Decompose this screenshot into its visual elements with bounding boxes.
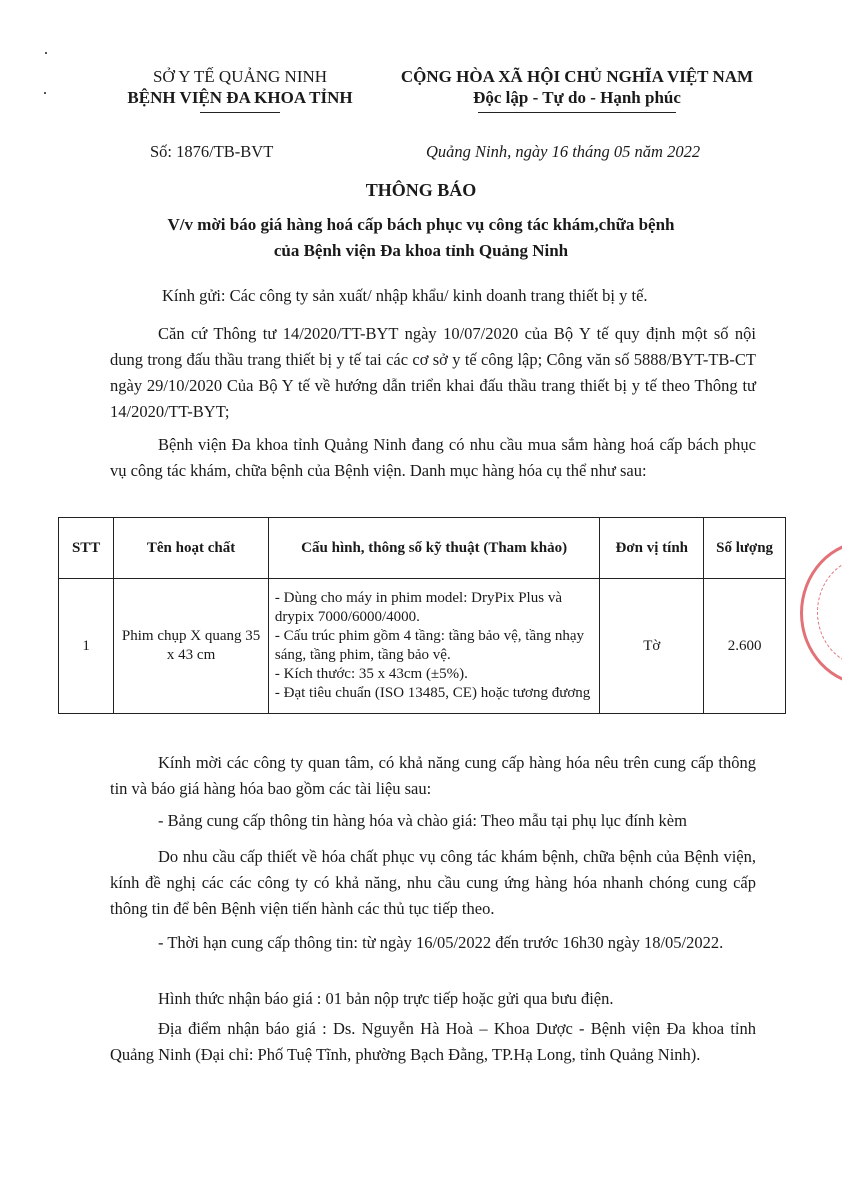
header-unit: Đơn vị tính <box>600 518 704 579</box>
scan-speck <box>45 52 47 54</box>
cell-unit: Tờ <box>600 579 704 714</box>
cell-name: Phim chụp X quang 35 x 43 cm <box>114 579 269 714</box>
doc-title: THÔNG BÁO <box>365 180 477 200</box>
basis-paragraph: Căn cứ Thông tư 14/2020/TT-BYT ngày 10/07/2020 của Bộ Y tế quy định một số nội dung trong đấu thầu trang thiết bị y tế tai các cơ sở y tế công lập; Công văn số 5888/BYT-TB-CT ngày 29/10/2020 Của Bộ Y tế về hướng dẫn triển khai đấu thầu trang thiết bị y tế theo Thông tư 14/2020/TT-BYT; <box>110 324 756 421</box>
motto-underline <box>478 112 676 113</box>
deadline-paragraph: - Thời hạn cung cấp thông tin: từ ngày 16/05/2022 đến trước 16h30 ngày 18/05/2022. <box>158 933 724 952</box>
subject-line-2: của Bệnh viện Đa khoa tỉnh Quảng Ninh <box>273 241 569 260</box>
spec-line: - Đạt tiêu chuẩn (ISO 13485, CE) hoặc tương đương <box>274 685 591 701</box>
header-spec: Cấu hình, thông số kỹ thuật (Tham khảo) <box>268 518 599 579</box>
spec-line: - Kích thước: 35 x 43cm (±5%). <box>274 666 468 682</box>
header-stt: STT <box>59 518 114 579</box>
table-row <box>59 579 786 714</box>
place-date: Quảng Ninh, ngày 16 tháng 05 năm 2022 <box>426 142 701 161</box>
doc-subject <box>0 212 842 264</box>
spec-line: - Dùng cho máy in phim model: DryPix Plus và drypix 7000/6000/4000. <box>274 590 562 625</box>
agency-name: BỆNH VIỆN ĐA KHOA TỈNH <box>127 88 353 107</box>
agency-parent: SỞ Y TẾ QUẢNG NINH <box>152 67 328 86</box>
address-paragraph: Địa điểm nhận báo giá : Ds. Nguyễn Hà Hoà – Khoa Dược - Bệnh viện Đa khoa tỉnh Quảng Ninh (Đại chỉ: Phố Tuệ Tĩnh, phường Bạch Đằng, TP.Hạ Long, tỉnh Quảng Ninh). <box>110 1019 756 1064</box>
national-motto: Độc lập - Tự do - Hạnh phúc <box>473 88 681 107</box>
national-header <box>382 66 772 108</box>
cell-spec <box>268 579 599 714</box>
agency-underline <box>200 112 280 113</box>
table-header-row <box>59 518 786 579</box>
cell-qty: 2.600 <box>704 579 786 714</box>
recipient-line: Kính gửi: Các công ty sản xuất/ nhập khẩu/ kinh doanh trang thiết bị y tế. <box>162 286 648 305</box>
goods-table <box>58 517 786 714</box>
method-paragraph: Hình thức nhận báo giá : 01 bản nộp trực tiếp hoặc gửi qua bưu điện. <box>158 989 614 1008</box>
agency-header <box>110 66 370 108</box>
cell-stt: 1 <box>59 579 114 714</box>
need-paragraph: Bệnh viện Đa khoa tỉnh Quảng Ninh đang có nhu cầu mua sắm hàng hoá cấp bách phục vụ công tác khám, chữa bệnh của Bệnh viện. Danh mục hàng hóa cụ thể như sau: <box>110 435 756 480</box>
spec-line: - Cấu trúc phim gồm 4 tầng: tầng bảo vệ, tầng nhạy sáng, tầng phim, tầng bảo vệ. <box>274 628 585 663</box>
invite-paragraph: Kính mời các công ty quan tâm, có khả năng cung cấp hàng hóa nêu trên cung cấp thông tin và báo giá hàng hóa bao gồm các tài liệu sau: <box>110 753 756 798</box>
doc-number: Số: 1876/TB-BVT <box>150 142 274 161</box>
red-seal-stamp <box>800 540 842 686</box>
header-qty: Số lượng <box>704 518 786 579</box>
scan-speck <box>44 92 46 94</box>
urgent-paragraph: Do nhu cầu cấp thiết về hóa chất phục vụ công tác khám bệnh, chữa bệnh của Bệnh viện, kính đề nghị các các công ty có khả năng, nhu cầu cung ứng hàng hóa nhanh chóng cung cấp thông tin để bên Bệnh viện tiến hành các thủ tục tiếp theo. <box>110 847 756 918</box>
header-name: Tên hoạt chất <box>114 518 269 579</box>
subject-line-1: V/v mời báo giá hàng hoá cấp bách phục vụ công tác khám,chữa bệnh <box>167 215 675 234</box>
form-paragraph: - Bảng cung cấp thông tin hàng hóa và chào giá: Theo mẫu tại phụ lục đính kèm <box>158 811 687 830</box>
national-name: CỘNG HÒA XÃ HỘI CHỦ NGHĨA VIỆT NAM <box>400 67 754 86</box>
